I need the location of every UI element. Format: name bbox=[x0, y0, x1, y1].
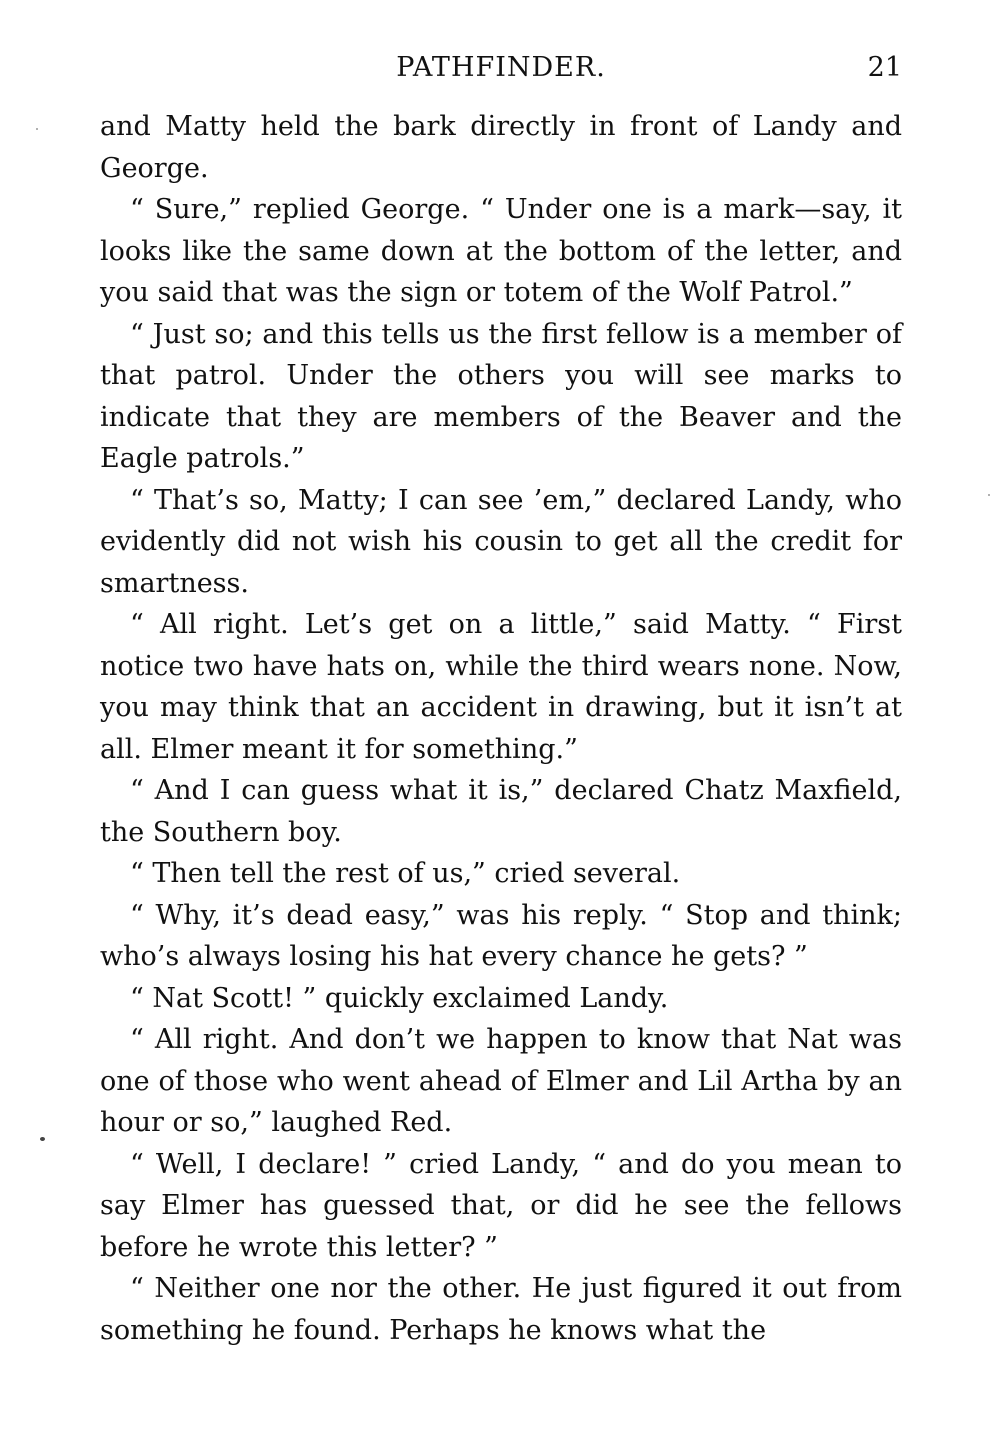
paragraph: and Matty held the bark directly in front of Landy and George. bbox=[100, 111, 902, 184]
paragraph: “ Why, it’s dead easy,” was his reply. “ Stop and think; who’s always losing his hat every chance he gets? ” bbox=[100, 899, 902, 972]
paragraph: “ Just so; and this tells us the first fellow is a member of that patrol. Under the others you will see marks to indicate that they are members of the Beaver and the Eagle patrols.” bbox=[100, 318, 902, 474]
running-title: PATHFINDER. bbox=[396, 52, 606, 83]
running-head bbox=[100, 48, 902, 88]
scan-speck bbox=[36, 128, 38, 130]
body-text bbox=[100, 106, 902, 1351]
paragraph: “ Then tell the rest of us,” cried several. bbox=[130, 858, 681, 889]
paragraph: “ Nat Scott! ” quickly exclaimed Landy. bbox=[130, 982, 669, 1014]
scan-speck bbox=[988, 494, 990, 496]
paragraph: “ Sure,” replied George. “ Under one is a mark—say, it looks like the same down at the bottom of the letter, and you said that was the sign or totem of the Wolf Patrol.” bbox=[100, 194, 902, 308]
paragraph: “ All right. Let’s get on a little,” said Matty. “ First notice two have hats on, while the third wears none. Now, you may think that an accident in drawing, but it isn’t at all. Elmer meant it for something.” bbox=[100, 609, 902, 765]
paragraph: “ Well, I declare! ” cried Landy, “ and do you mean to say Elmer has guessed that, or did he see the fellows before he wrote this letter? ” bbox=[100, 1148, 902, 1263]
paragraph: “ All right. And don’t we happen to know that Nat was one of those who went ahead of Elmer and Lil Artha by an hour or so,” laughed Red. bbox=[100, 1024, 902, 1138]
page-number: 21 bbox=[867, 52, 902, 83]
paragraph: “ That’s so, Matty; I can see ’em,” declared Landy, who evidently did not wish his cousin to get all the credit for smartness. bbox=[100, 484, 902, 599]
paragraph: “ And I can guess what it is,” declared Chatz Maxfield, the Southern boy. bbox=[100, 775, 902, 848]
scan-speck bbox=[40, 1137, 45, 1141]
paragraph: “ Neither one nor the other. He just figured it out from something he found. Perhaps he knows what the bbox=[100, 1273, 902, 1346]
